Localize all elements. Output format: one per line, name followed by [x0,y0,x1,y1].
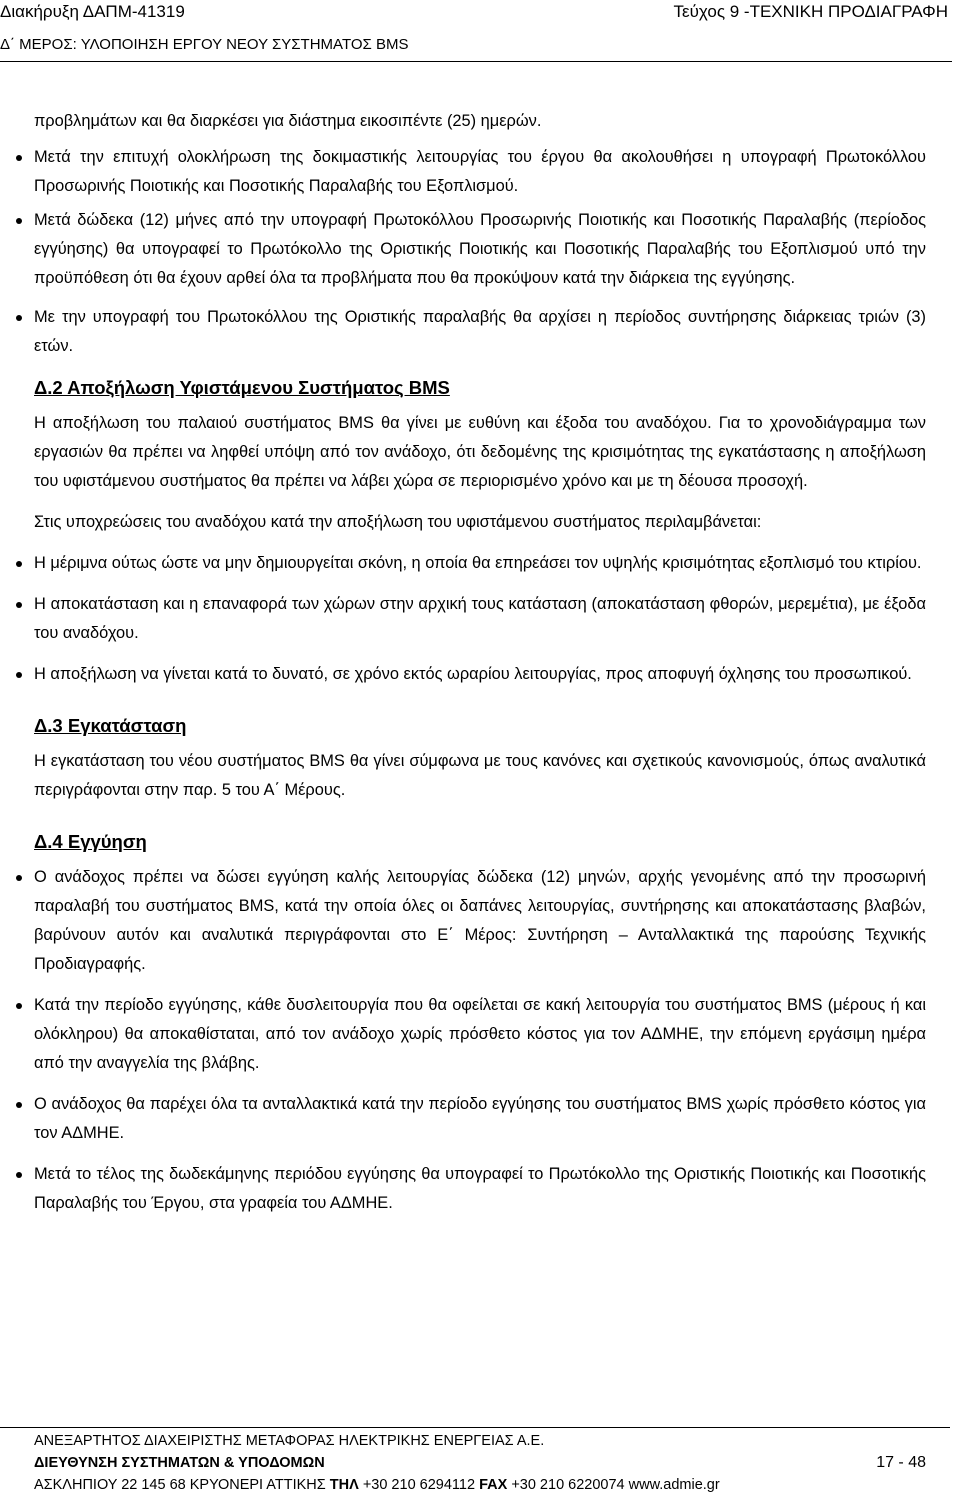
list-item: Ο ανάδοχος πρέπει να δώσει εγγύηση καλής λειτουργίας δώδεκα (12) μηνών, αρχής γενομένης από την προσωρινή παραλαβή του συστήματος BMS, κατά την οποία όλες οι δαπάνες λειτουργίας, συντήρησης και αποκατάστασης βλαβών, βαρύνουν αυτόν και αναλυτικά περιγράφονται στο Ε΄ Μέρος: Συντήρηση – Ανταλλακτικά της παρούσης Τεχνικής Προδιαγραφής. [34,863,926,979]
list-item: Η αποξήλωση να γίνεται κατά το δυνατό, σε χρόνο εκτός ωραρίου λειτουργίας, προς αποφυγή όχλησης του προσωπικού. [34,660,926,689]
bullet-icon [16,1172,22,1178]
bullet-icon [16,155,22,161]
footer-rule [0,1427,950,1428]
website-link[interactable]: www.admie.gr [628,1477,720,1493]
list-item: Με την υπογραφή του Πρωτοκόλλου της Οριστικής παραλαβής θα αρχίσει η περίοδος συντήρησης διάρκειας τριών (3) ετών. [34,303,926,361]
list-item: Η μέριμνα ούτως ώστε να μην δημιουργείται σκόνη, η οποία θα επηρεάσει τον υψηλής κρισιμότητας εξοπλισμό του κτιρίου. [34,549,926,578]
tel-label: ΤΗΛ [329,1477,359,1493]
bullet-icon [16,602,22,608]
section-heading: Δ.2 Αποξήλωση Υφιστάμενου Συστήματος BMS [34,377,450,398]
contact-line [34,1474,926,1496]
tel-number: +30 210 6294112 [362,1477,476,1493]
organization-name: ΑΝΕΞΑΡΤΗΤΟΣ ΔΙΑΧΕΙΡΙΣΤΗΣ ΜΕΤΑΦΟΡΑΣ ΗΛΕΚΤΡΙΚΗΣ ΕΝΕΡΓΕΙΑΣ Α.Ε. [34,1433,545,1449]
bullet-icon [16,561,22,567]
bullet-icon [16,315,22,321]
fax-number: +30 210 6220074 [511,1477,625,1493]
list-item: Κατά την περίοδο εγγύησης, κάθε δυσλειτουργία που θα οφείλεται σε κακή λειτουργία του συστήματος BMS (μέρους ή και ολόκληρου) θα αποκαθίσταται, από τον ανάδοχο χωρίς πρόσθετο κόστος για τον ΑΔΜΗΕ, την επόμενη εργάσιμη ημέρα από την αναγγελία της βλάβης. [34,991,926,1078]
document-title: Διακήρυξη ΔΑΠΜ-41319 [0,2,185,21]
bullet-icon [16,672,22,678]
bullet-icon [16,1003,22,1009]
document-body [34,107,926,1218]
paragraph: Η εγκατάσταση του νέου συστήματος BMS θα γίνει σύμφωνα με τους κανόνες και σχετικούς κανονισμούς, όπως αναλυτικά περιγράφονται στην παρ. 5 του Α΄ Μέρους. [34,752,926,799]
list-item: Ο ανάδοχος θα παρέχει όλα τα ανταλλακτικά κατά την περίοδο εγγύησης του συστήματος BMS χωρίς πρόσθετο κόστος για τον ΑΔΜΗΕ. [34,1090,926,1148]
bullet-list-warranty [34,863,926,1218]
bullet-icon [16,218,22,224]
section-heading: Δ.4 Εγγύηση [34,831,147,852]
bullet-icon [16,1102,22,1108]
address: ΑΣΚΛΗΠΙΟΥ 22 145 68 ΚΡΥΟΝΕΡΙ ΑΤΤΙΚΗΣ [34,1477,326,1493]
header-rule [0,61,952,62]
bullet-list-removal [34,549,926,689]
page-header [0,0,960,70]
paragraph: Στις υποχρεώσεις του αναδόχου κατά την αποξήλωση του υφιστάμενου συστήματος περιλαμβάνεται: [34,513,762,531]
section-heading: Δ.3 Εγκατάσταση [34,715,187,736]
page-number: 17 - 48 [876,1454,926,1471]
fax-label: FAX [479,1477,508,1493]
page-footer [34,1430,926,1496]
part-title: Δ΄ ΜΕΡΟΣ: ΥΛΟΠΟΙΗΣΗ ΕΡΓΟΥ ΝΕΟΥ ΣΥΣΤΗΜΑΤΟΣ BMS [0,36,409,53]
bullet-icon [16,875,22,881]
list-item: Η αποκατάσταση και η επαναφορά των χώρων στην αρχική τους κατάσταση (αποκατάσταση φθορών, μερεμέτια), με έξοδα του αναδόχου. [34,590,926,648]
list-item: Μετά δώδεκα (12) μήνες από την υπογραφή Πρωτοκόλλου Προσωρινής Ποιοτικής και Ποσοτικής Παραλαβής (περίοδος εγγύησης) θα υπογραφεί το Πρωτόκολλο της Οριστικής Ποιοτικής και Ποσοτικής Παραλαβής του Εξοπλισμού υπό την προϋπόθεση ότι θα έχουν αρθεί όλα τα προβλήματα που θα προκύψουν κατά την διάρκεια της εγγύησης. [34,206,926,293]
volume-title: Τεύχος 9 -ΤΕΧΝΙΚΗ ΠΡΟΔΙΑΓΡΑΦΗ [673,2,948,21]
department-name: ΔΙΕΥΘΥΝΣΗ ΣΥΣΤΗΜΑΤΩΝ & ΥΠΟΔΟΜΩΝ [34,1455,325,1471]
list-item: Μετά το τέλος της δωδεκάμηνης περιόδου εγγύησης θα υπογραφεί το Πρωτόκολλο της Οριστικής Ποιοτικής και Ποσοτικής Παραλαβής του Έργου, στα γραφεία του ΑΔΜΗΕ. [34,1160,926,1218]
bullet-list-acceptance [34,143,926,361]
paragraph-continuation: προβλημάτων και θα διαρκέσει για διάστημα εικοσιπέντε (25) ημερών. [34,112,542,130]
list-item: Μετά την επιτυχή ολοκλήρωση της δοκιμαστικής λειτουργίας του έργου θα ακολουθήσει η υπογραφή Πρωτοκόλλου Προσωρινής Ποιοτικής και Ποσοτικής Παραλαβής του Εξοπλισμού. [34,143,926,201]
paragraph: Η αποξήλωση του παλαιού συστήματος BMS θα γίνει με ευθύνη και έξοδα του αναδόχου. Για το χρονοδιάγραμμα των εργασιών θα πρέπει να ληφθεί υπόψη από τον ανάδοχο, ότι δεδομένης της κρισιμότητας της εγκατάστασης η αποξήλωση του υφιστάμενου συστήματος θα πρέπει να λάβει χώρα σε περιορισμένο χρόνο και με τη δέουσα προσοχή. [34,414,926,490]
